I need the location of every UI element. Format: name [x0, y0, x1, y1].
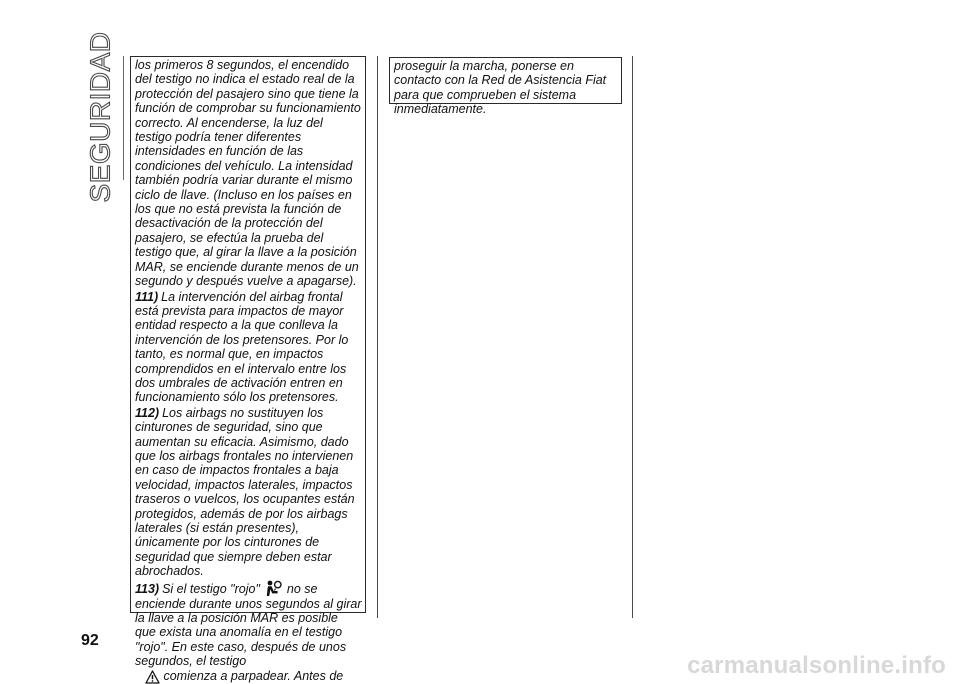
watermark: carmanualsonline.info	[687, 652, 946, 679]
note-113-text-a: Si el testigo "rojo"	[162, 581, 260, 596]
section-title-rule	[123, 56, 124, 180]
note-112	[135, 406, 362, 579]
note-112-number: 112)	[135, 405, 160, 420]
note-113-text-c: comienza a parpadear. Antes de	[163, 668, 344, 683]
note-112-text: Los airbags no sustituyen los cinturones de seguridad, sino que aumentan su eficacia. Asimismo, dado que los airbags frontales no intervienen en caso de impactos frontales a baja velocidad, impactos laterales, impactos traseros o vuelcos, los ocupantes están protegidos, además de por los airbags laterales (si están presentes), únicamente por los cinturones de seguridad que siempre deben estar abrochados.	[135, 405, 355, 579]
note-113	[135, 580, 362, 684]
right-text-box	[389, 57, 622, 117]
section-title: SEGURIDAD	[84, 31, 115, 203]
note-113-text-b: no se enciende durante unos segundos al girar la llave a la posición MAR es posible que exista una anomalía en el testigo "rojo". En este caso, después de unos segundos, el testigo	[135, 581, 362, 669]
passenger-airbag-warning-icon	[263, 580, 283, 597]
intro-paragraph: los primeros 8 segundos, el encendido del testigo no indica el estado real de la protección del pasajero sino que tiene la función de comprobar su funcionamiento correcto. Al encenderse, la luz del testigo podría tener diferentes intensidades en función de las condiciones del vehículo. La intensidad también podría variar durante el mismo ciclo de llave. (Incluso en los países en los que no está prevista la función de desactivación de la protección del pasajero, se efectúa la prueba del testigo que, al girar la llave a la posición MAR, se enciende durante menos de un segundo y después vuelve a apagarse).	[135, 58, 361, 289]
note-111	[135, 290, 362, 405]
left-text-box	[130, 56, 366, 683]
note-113-number: 113)	[135, 581, 160, 596]
note-111-number: 111)	[135, 289, 159, 304]
warning-triangle-icon	[145, 670, 160, 684]
note-111-text: La intervención del airbag frontal está prevista para impactos de mayor entidad respecto a la que conlleva la intervención de los pretensores. Por lo tanto, es normal que, en impactos comprendidos en el intervalo entre los dos umbrales de activación entren en funcionamiento sólo los pretensores.	[135, 289, 349, 405]
column-divider-left	[377, 56, 378, 618]
column-divider-right	[632, 56, 633, 618]
page-number: 92	[81, 632, 99, 649]
continuation-paragraph: proseguir la marcha, ponerse en contacto con la Red de Asistencia Fiat para que comprueben el sistema inmediatamente.	[394, 59, 607, 117]
